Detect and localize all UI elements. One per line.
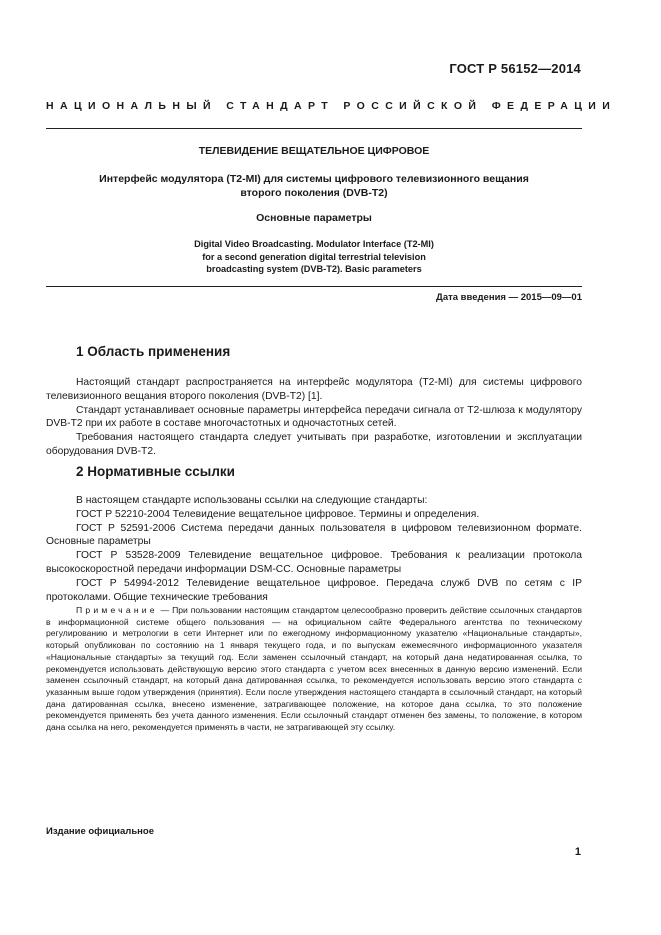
- subtitle-line-1: Интерфейс модулятора (T2-MI) для системы цифрового телевизионного вещания: [99, 173, 529, 185]
- introduction-date: Дата введения — 2015—09—01: [436, 292, 582, 303]
- section-2-intro: В настоящем стандарте использованы ссылки на следующие стандарты:: [76, 495, 428, 506]
- note-label: Примечание: [76, 605, 158, 615]
- section-2-body: [46, 494, 582, 604]
- note-text: — При пользовании настоящим стандартом целесообразно проверить действие ссылочных стандартов в информационной системе общего пользования — на официальном сайте Федерального агентства по техническому регулированию и метрологии в сети Интернет или по ежегодному информационному указателю «Национальные стандарты», который опубликован по состоянию на 1 января текущего года, и по выпускам ежемесячного информационного указателя «Национальные стандарты» за текущий год. Если заменен ссылочный стандарт, на который дана недатированная ссылка, то рекомендуется использовать действующую версию этого стандарта с учетом всех внесенных в данную версию изменений. Если заменен ссылочный стандарт, на который дана датированная ссылка, то рекомендуется использовать версию этого стандарта с указанным выше годом утверждения (принятия). Если после утверждения настоящего стандарта в ссылочный стандарт, на который дана датированная ссылка, внесено изменение, затрагивающее положение, на которое дана ссылка, то это положение рекомендуется применять без учета данного изменения. Если ссылочный стандарт отменен без замены, то положение, в котором дана ссылка на него, рекомендуется применять в части, не затрагивающей эту ссылку.: [46, 605, 582, 733]
- page-number: 1: [574, 846, 581, 858]
- english-title-line-2: for a second generation digital terrestrial television: [202, 251, 426, 262]
- document-subtitle: [46, 172, 582, 200]
- section-1-heading: 1 Область применения: [76, 344, 231, 359]
- english-title-line-1: Digital Video Broadcasting. Modulator Interface (T2-MI): [194, 239, 434, 249]
- section-2-heading: 2 Нормативные ссылки: [76, 464, 235, 479]
- document-title: ТЕЛЕВИДЕНИЕ ВЕЩАТЕЛЬНОЕ ЦИФРОВОЕ: [198, 145, 430, 157]
- params-title: Основные параметры: [256, 212, 372, 224]
- header-divider: [46, 128, 582, 129]
- english-title-line-3: broadcasting system (DVB-T2). Basic parameters: [206, 264, 422, 274]
- section-1-body: [46, 376, 582, 459]
- reference-item: ГОСТ Р 53528-2009 Телевидение вещательное цифровое. Требования к реализации протокола высокоскоростной передачи информации DSM-CC. Основные параметры: [46, 550, 582, 575]
- standard-type-line: НАЦИОНАЛЬНЫЙ СТАНДАРТ РОССИЙСКОЙ ФЕДЕРАЦИИ: [46, 100, 617, 112]
- section-1-paragraph-2: Стандарт устанавливает основные параметры интерфейса передачи сигнала от Т2-шлюза к модулятору DVB-T2 при их работе в составе многочастотных и одночастотных сетей.: [46, 404, 582, 430]
- reference-item: ГОСТ Р 54994-2012 Телевидение вещательное цифровое. Передача служб DVB по сетям с IP протоколами. Общие технические требования: [46, 577, 582, 603]
- document-number: ГОСТ Р 56152—2014: [449, 61, 581, 76]
- english-title: [46, 238, 582, 276]
- title-divider: [46, 286, 582, 287]
- section-1-paragraph-1: Настоящий стандарт распространяется на интерфейс модулятора (T2-MI) для системы цифрового телевизионного вещания второго поколения (DVB-T2) [1].: [46, 377, 582, 402]
- note-block: [46, 605, 582, 734]
- section-1-paragraph-3: Требования настоящего стандарта следует учитывать при разработке, изготовлении и эксплуатации оборудования DVB-T2.: [46, 432, 582, 457]
- reference-item: ГОСТ Р 52210-2004 Телевидение вещательное цифровое. Термины и определения.: [76, 508, 480, 520]
- reference-item: ГОСТ Р 52591-2006 Система передачи данных пользователя в цифровом телевизионном формате. Основные параметры: [46, 522, 582, 548]
- subtitle-line-2: второго поколения (DVB-T2): [240, 187, 388, 199]
- official-edition-label: Издание официальное: [46, 826, 154, 837]
